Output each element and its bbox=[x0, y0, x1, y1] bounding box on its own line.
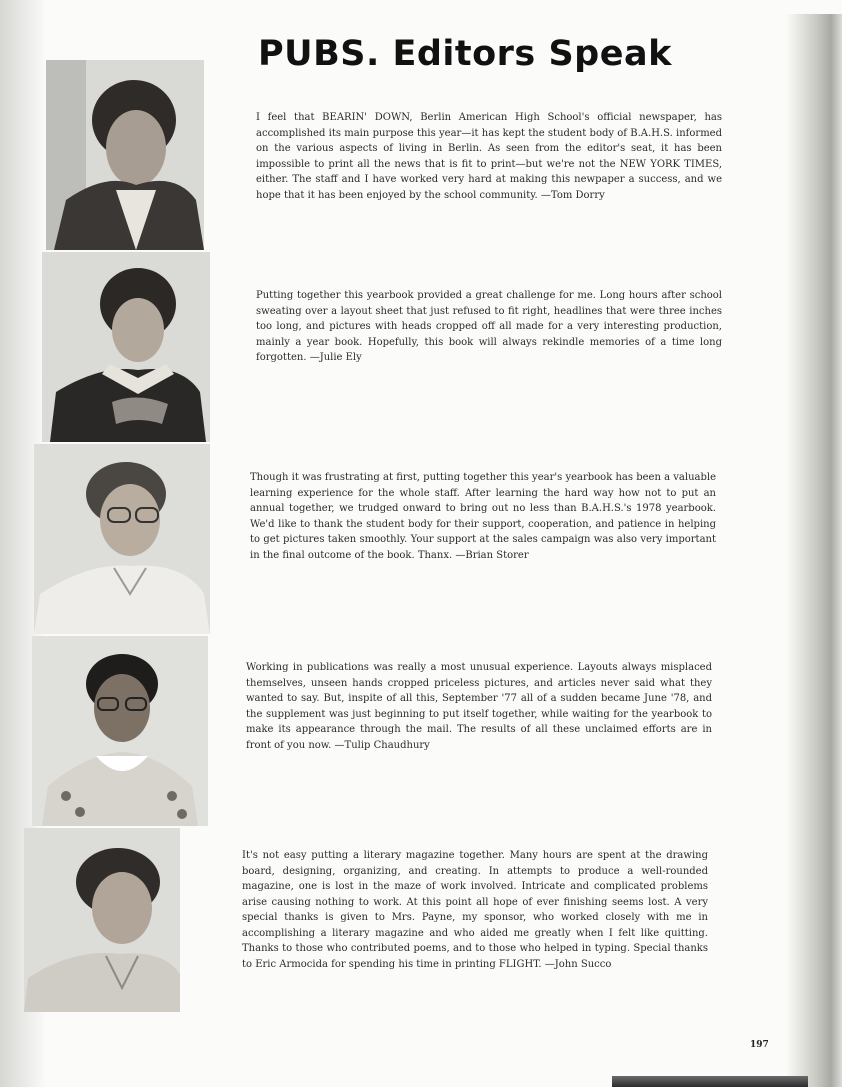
portrait-photo-4 bbox=[32, 636, 208, 826]
statement-text: Putting together this yearbook provided a great challenge for me. Long hours after school sweating over a layout sheet that just refused to fit right, headlines that were three inches too long, and pictures with heads cropped off all made for a very interesting production, mainly a year book. Hopefully, this book will always rekindle memories of a time long forgotten. bbox=[256, 290, 722, 363]
portrait-4-image bbox=[32, 636, 208, 826]
portrait-photo-1 bbox=[46, 60, 204, 250]
statement-signature: —John Succo bbox=[544, 958, 612, 970]
statement-text: Working in publications was really a most unusual experience. Layouts always misplaced themselves, unseen hands cropped priceless pictures, and articles never said what they wanted to say. But, inspite of all this, September '77 all of a sudden became June '78, and the supplement was just beginning to put itself together, while waiting for the yearbook to make its appearance through the mail. The results of all these unclaimed efforts are in front of you now. bbox=[246, 662, 712, 751]
statement-text: I feel that BEARIN' DOWN, Berlin American High School's official newspaper, has accomplished its main purpose this year—it has kept the student body of B.A.H.S. informed on the various aspects of living in Berlin. As seen from the editor's seat, it has been impossible to print all the news that is fit to print—but we're not the NEW YORK TIMES, either. The staff and I have worked very hard at making this newpaper a success, and we hope that it has been enjoyed by the school community. bbox=[256, 112, 722, 201]
statement-text: It's not easy putting a literary magazine together. Many hours are spent at the drawing board, designing, organizing, and creating. In attempts to produce a well-rounded magazine, one is lost in the maze of work involved. Intricate and complicated problems arise causing nothing to work. At this point all hope of ever finishing seems lost. A very special thanks is given to Mrs. Payne, my sponsor, who worked closely with me in accomplishing a literary magazine and who aided me greatly when I felt like quitting. Thanks to those who contributed poems, and to those who helped in typing. Special thanks to Eric Armocida for spending his time in printing FLIGHT. bbox=[242, 850, 708, 970]
scan-edge-bar bbox=[612, 1076, 808, 1087]
page-title: PUBS. Editors Speak bbox=[258, 34, 672, 74]
page-edge-shadow bbox=[786, 14, 842, 1087]
statement-signature: —Tulip Chaudhury bbox=[334, 739, 430, 751]
portrait-1-image bbox=[46, 60, 204, 250]
portrait-3-image bbox=[34, 444, 210, 634]
statement-signature: —Julie Ely bbox=[309, 352, 362, 363]
portrait-photo-5 bbox=[24, 828, 180, 1012]
editor-statement-1 bbox=[256, 110, 722, 203]
editor-statement-5 bbox=[242, 848, 708, 972]
page-number: 197 bbox=[750, 1040, 769, 1050]
portrait-photo-3 bbox=[34, 444, 210, 634]
statement-signature: —Brian Storer bbox=[455, 549, 529, 561]
statement-signature: —Tom Dorry bbox=[540, 189, 605, 201]
portrait-5-image bbox=[24, 828, 180, 1012]
portrait-photo-2 bbox=[42, 252, 210, 442]
editor-statement-2 bbox=[256, 288, 722, 366]
editor-statement-3 bbox=[250, 470, 716, 563]
portrait-2-image bbox=[42, 252, 210, 442]
statement-text: Though it was frustrating at first, putting together this year's yearbook has been a valuable learning experience for the whole staff. After learning the hard way how not to put an annual together, we trudged onward to bring out no less than B.A.H.S.'s 1978 yearbook. We'd like to thank the student body for their support, cooperation, and patience in helping to get pictures taken smoothly. Your support at the sales campaign was also very important in the final outcome of the book. Thanx. bbox=[250, 472, 716, 561]
editor-statement-4 bbox=[246, 660, 712, 753]
